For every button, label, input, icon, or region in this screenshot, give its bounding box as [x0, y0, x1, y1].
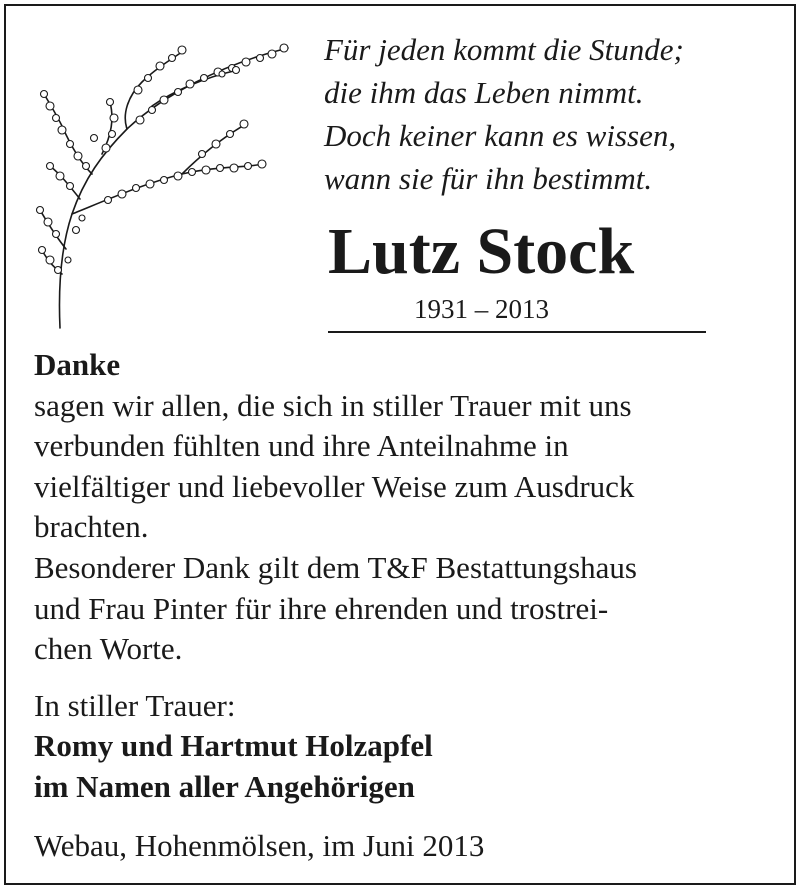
- thanks-line: chen Worte.: [34, 631, 183, 667]
- poem-line: Doch keiner kann es wissen,: [324, 118, 677, 153]
- thanks-heading: Danke: [34, 347, 121, 382]
- poem-line: wann sie für ihn bestimmt.: [324, 161, 653, 196]
- thanks-line: und Frau Pinter für ihre ehrenden und trostrei-: [34, 590, 609, 626]
- divider: [328, 331, 706, 333]
- poem-line: die ihm das Leben nimmt.: [324, 75, 644, 110]
- thanks-line: brachten.: [34, 509, 149, 545]
- thanks-line: sagen wir allen, die sich in stiller Trauer mit uns: [34, 387, 632, 423]
- poem: [324, 28, 764, 200]
- mourner-family: im Namen aller Angehörigen: [34, 768, 415, 804]
- life-dates: 1931 – 2013: [414, 294, 549, 324]
- deceased-name: Lutz Stock: [328, 215, 635, 288]
- thanks-line: Besonderer Dank gilt dem T&F Bestattungshaus: [34, 549, 637, 585]
- thanks-text: [34, 345, 794, 866]
- flowering-branch-icon: [32, 34, 296, 330]
- spacer: [34, 670, 794, 686]
- spacer: [34, 808, 794, 826]
- poem-line: Für jeden kommt die Stunde;: [324, 32, 684, 67]
- mourning-intro: In stiller Trauer:: [34, 687, 236, 723]
- place-date: Webau, Hohenmölsen, im Juni 2013: [34, 827, 485, 863]
- mourner-names: Romy und Hartmut Holzapfel: [34, 728, 433, 764]
- thanks-line: vielfältiger und liebevoller Weise zum Ausdruck: [34, 468, 635, 504]
- obituary-notice: [4, 4, 796, 885]
- thanks-line: verbunden fühlten und ihre Anteilnahme in: [34, 428, 569, 464]
